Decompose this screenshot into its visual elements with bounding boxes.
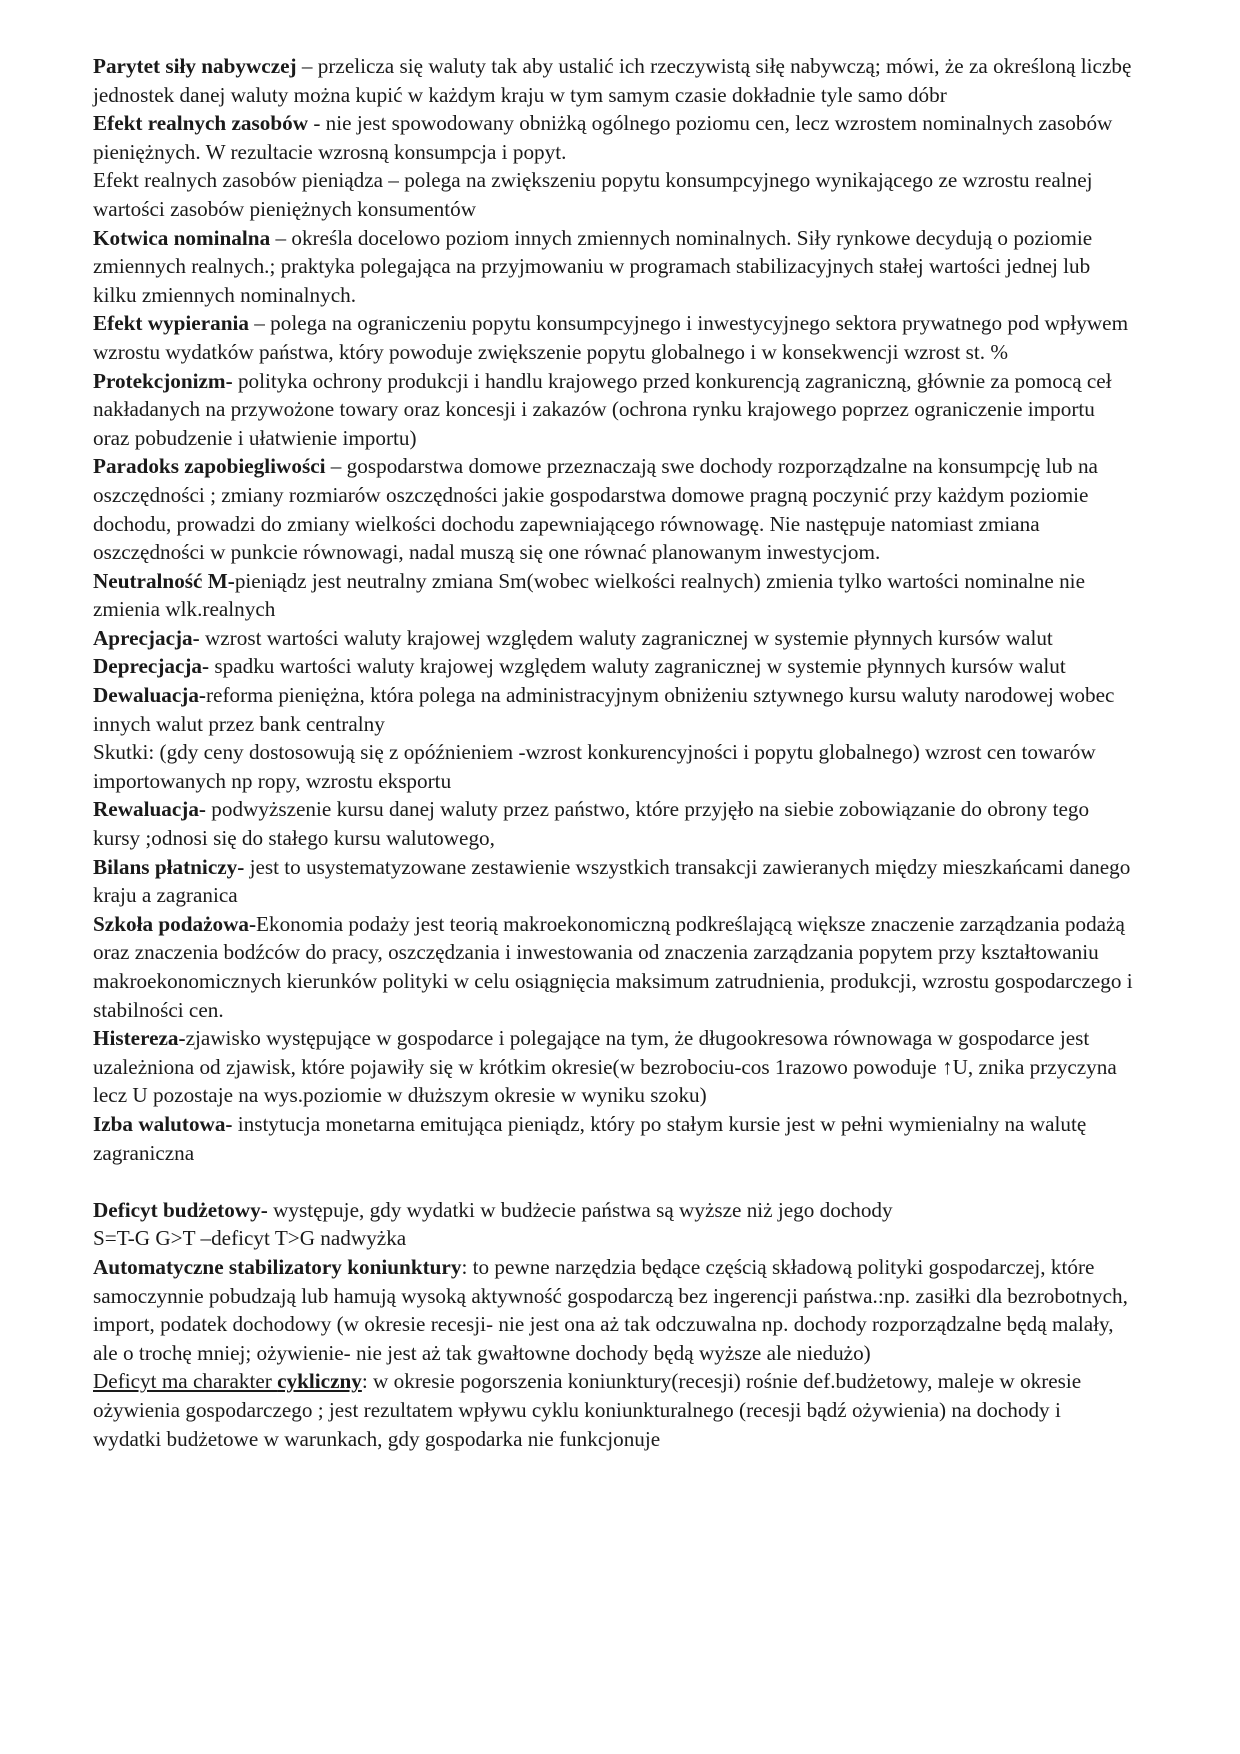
definition-cyclical xyxy=(93,1367,1133,1453)
definition-text: reforma pieniężna, która polega na administracyjnym obniżeniu sztywnego kursu waluty narodowej wobec innych walut przez bank centralny xyxy=(93,683,1115,736)
definition-text: jest to usystematyzowane zestawienie wszystkich transakcji zawieranych między mieszkańcami danego kraju a zagranica xyxy=(93,854,1131,908)
cyclical-lead: Deficyt ma charakter xyxy=(93,1369,278,1394)
definition-separator: – xyxy=(325,454,347,479)
definition-text: instytucja monetarna emitująca pieniądz, który po stałym kursie jest w pełni wymienialny na walutę zagraniczna xyxy=(93,1111,1087,1165)
definition-text: gospodarstwa domowe przeznaczają swe dochody rozporządzalne na konsumpcję lub na oszczędności ; zmiany rozmiarów oszczędności jakie gospodarstwa domowe pragną poczynić przy każdym poziomie dochodu, prowadzi do zmiany wielkości dochodu zapewniającego równowagę. Nie następuje natomiast zmiana oszczędności w punkcie równowagi, nadal muszą się one równać planowanym inwestycjom. xyxy=(93,454,1098,565)
definition-term: Neutralność M- xyxy=(93,568,235,593)
definition-entry xyxy=(93,52,1133,109)
definition-entry xyxy=(93,738,1133,795)
definition-deficit xyxy=(93,1196,1133,1225)
definition-separator: – xyxy=(296,54,318,78)
definition-term: Aprecjacja- xyxy=(93,625,200,650)
definition-term: Efekt wypierania xyxy=(93,311,249,336)
definition-text: Efekt realnych zasobów pieniądza – polega na zwiększeniu popytu konsumpcyjnego wynikającego ze wzrostu realnej wartości zasobów pieniężnych konsumentów xyxy=(93,168,1093,221)
definition-text: podwyższenie kursu danej waluty przez państwo, które przyjęło na siebie zobowiązanie do obrony tego kursy ;odnosi się do stałego kursu walutowego, xyxy=(93,797,1090,851)
definition-term: Izba walutowa- xyxy=(93,1111,233,1136)
definition-text: zjawisko występujące w gospodarce i polegające na tym, że długookresowa równowaga w gospodarce jest uzależniona od zjawisk, które pojawiły się w krótkim okresie(w bezrobociu-cos 1razowo powoduje ↑U, znika przyczyna lecz U pozostaje na wys.poziomie w dłuższym okresie w wyniku szoku) xyxy=(93,1026,1117,1108)
definition-term: Paradoks zapobiegliwości xyxy=(93,454,326,479)
definition-entry xyxy=(93,166,1133,223)
definition-entry xyxy=(93,853,1133,910)
definition-entry xyxy=(93,452,1133,566)
definition-text: spadku wartości waluty krajowej względem waluty zagranicznej w systemie płynnych kursów walut xyxy=(214,654,1066,679)
definition-term: Kotwica nominalna xyxy=(93,225,271,250)
definition-term: Bilans płatniczy- xyxy=(93,854,245,879)
definition-text: Skutki: (gdy ceny dostosowują się z opóźnieniem -wzrost konkurencyjności i popytu globalnego) wzrost cen towarów importowanych np ropy, wzrostu eksportu xyxy=(93,740,1096,793)
definition-entry xyxy=(93,1110,1133,1167)
term-cyclical: cykliczny xyxy=(277,1369,362,1394)
definition-text: pieniądz jest neutralny zmiana Sm(wobec wielkości realnych) zmienia tylko wartości nominalne nie zmienia wlk.realnych xyxy=(93,568,1085,622)
definition-entry xyxy=(93,910,1133,1024)
definition-text: polityka ochrony produkcji i handlu krajowego przed konkurencją zagraniczną, głównie za pomocą ceł nakładanych na przywożone towary oraz koncesji i zakazów (ochrona rynku krajowego poprzez ograniczenie importu oraz pobudzenie i ułatwienie importu) xyxy=(93,368,1112,450)
definition-text: Ekonomia podaży jest teorią makroekonomiczną podkreślającą większe znaczenie zarządzania podażą oraz znaczenia bodźców do pracy, oszczędzania i inwestowania od znaczenia zarządzania popytem przy kształtowaniu makroekonomicznych kierunków polityki w celu osiągnięcia maksimum zatrudnienia, produkcji, wzrostu gospodarczego i stabilności cen. xyxy=(93,911,1133,1022)
definition-entry xyxy=(93,224,1133,310)
definition-term: Dewaluacja- xyxy=(93,683,206,708)
definition-entry xyxy=(93,109,1133,166)
paragraph-gap xyxy=(93,1167,1133,1196)
definition-term: Histereza- xyxy=(93,1026,186,1051)
definition-entry xyxy=(93,652,1133,681)
definition-cyclical-text: : w okresie pogorszenia koniunktury(recesji) rośnie def.budżetowy, maleje w okresie ożywienia gospodarczego ; jest rezultatem wpływu cyklu koniunkturalnego (recesji bądź ożywienia) na dochody i wydatki budżetowe w warunkach, gdy gospodarka nie funkcjonuje xyxy=(93,1369,1082,1451)
deficit-formula: S=T-G G>T –deficyt T>G nadwyżka xyxy=(93,1226,407,1251)
term-stabilizers: Automatyczne stabilizatory koniunktury xyxy=(93,1254,462,1279)
term-deficit: Deficyt budżetowy- xyxy=(93,1197,268,1222)
definition-term: Parytet siły nabywczej xyxy=(93,54,297,78)
definition-entry xyxy=(93,624,1133,653)
definition-entry xyxy=(93,795,1133,852)
definition-entry xyxy=(93,567,1133,624)
document-page xyxy=(93,52,1133,1453)
definition-entry xyxy=(93,681,1133,738)
definition-separator: – xyxy=(248,311,271,336)
definition-term: Deprecjacja- xyxy=(93,654,210,679)
definition-text: nie jest spowodowany obniżką ogólnego poziomu cen, lecz wzrostem nominalnych zasobów pieniężnych. W rezultacie wzrosną konsumpcja i popyt. xyxy=(93,111,1113,164)
definition-text: określa docelowo poziom innych zmiennych nominalnych. Siły rynkowe decydują o poziomie zmiennych realnych.; praktyka polegająca na przyjmowaniu w programach stabilizacyjnych stałej wartości jednej lub kilku zmiennych nominalnych. xyxy=(93,225,1093,307)
definition-text: przelicza się waluty tak aby ustalić ich rzeczywistą siłę nabywczą; mówi, że za określoną liczbę jednostek danej waluty można kupić w każdym kraju w tym samym czasie dokładnie tyle samo dóbr xyxy=(93,54,1132,107)
definition-term: Szkoła podażowa- xyxy=(93,911,257,936)
definition-entry xyxy=(93,309,1133,366)
definition-term: Efekt realnych zasobów xyxy=(93,111,309,136)
definition-term: Protekcjonizm- xyxy=(93,368,233,393)
definition-separator: – xyxy=(270,225,292,250)
definition-stabilizers-text: : to pewne narzędzia będące częścią składową polityki gospodarczej, które samoczynnie pobudzają lub hamują wysoką aktywność gospodarczą bez ingerencji państwa.:np. zasiłki dla bezrobotnych, import, podatek dochodowy (w okresie recesji- nie jest ona aż tak odczuwalna np. dochody rozporządzalne będą malały, ale o trochę mniej; ożywienie- nie jest aż tak gwałtowne dochody będą wyższe ale niedużo) xyxy=(93,1254,1128,1365)
definition-stabilizers xyxy=(93,1253,1133,1367)
definition-term: Rewaluacja- xyxy=(93,797,206,822)
definition-entry xyxy=(93,367,1133,453)
definition-text: polega na ograniczeniu popytu konsumpcyjnego i inwestycyjnego sektora prywatnego pod wpływem wzrostu wydatków państwa, który powoduje zwiększenie popytu globalnego i w konsekwencji wzrost st. % xyxy=(93,311,1129,364)
definition-entry xyxy=(93,1024,1133,1110)
definition-text: wzrost wartości waluty krajowej względem waluty zagranicznej w systemie płynnych kursów walut xyxy=(204,625,1053,650)
definitions-list xyxy=(93,52,1133,1167)
definition-deficit-text: występuje, gdy wydatki w budżecie państwa są wyższe niż jego dochody xyxy=(267,1197,893,1222)
definition-separator: - xyxy=(308,111,326,136)
